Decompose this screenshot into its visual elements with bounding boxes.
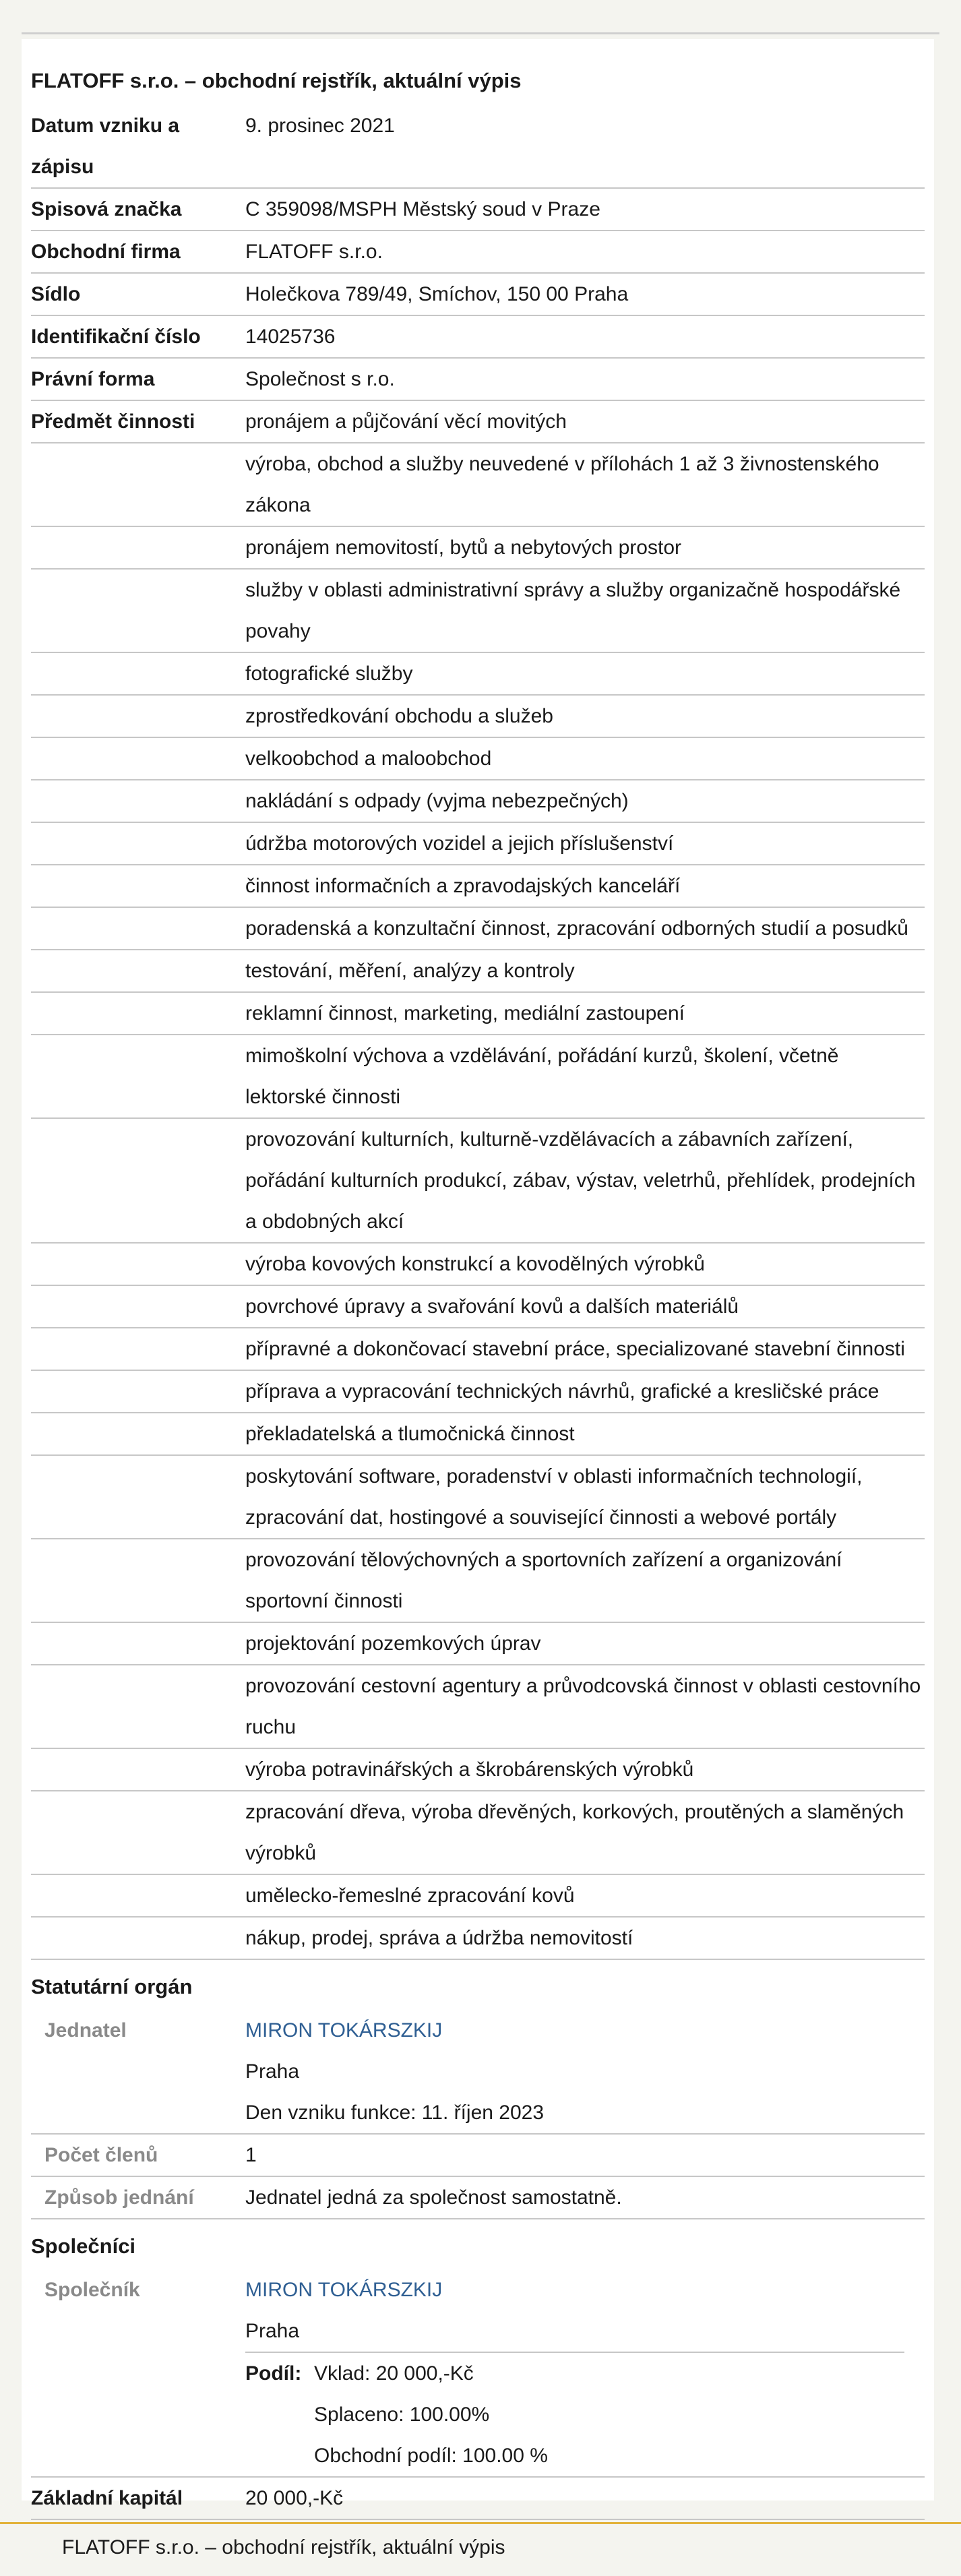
activity-row: [31, 569, 925, 652]
activity-label-cell: [31, 780, 245, 822]
value-obchodni-firma: FLATOFF s.r.o.: [245, 231, 925, 273]
activity-label-cell: [31, 1539, 245, 1622]
activity-item: povrchové úpravy a svařování kovů a dalších materiálů: [245, 1285, 925, 1328]
activity-row: [31, 1665, 925, 1748]
label-spisova-znacka: Spisová značka: [31, 188, 245, 231]
activity-item: příprava a vypracování technických návrhů, grafické a kresličské práce: [245, 1370, 925, 1413]
activity-row: [31, 1413, 925, 1455]
activity-item: překladatelská a tlumočnická činnost: [245, 1413, 925, 1455]
activity-row: [31, 780, 925, 822]
activity-item: poskytování software, poradenství v oblasti informačních technologií, zpracování dat, hostingové a související činnosti a webové portály: [245, 1455, 925, 1539]
value-spisova-znacka: C 359098/MSPH Městský soud v Praze: [245, 188, 925, 231]
activity-row: [31, 1748, 925, 1791]
activity-item: velkoobchod a maloobchod: [245, 737, 925, 780]
activity-item: přípravné a dokončovací stavební práce, specializované stavební činnosti: [245, 1328, 925, 1370]
activity-row: [31, 1118, 925, 1243]
label-datum-line-2: zápisu: [31, 156, 94, 178]
registry-extract-card: [22, 39, 934, 2509]
activity-label-cell: [31, 1413, 245, 1455]
activity-label-cell: [31, 1455, 245, 1539]
value-pravni-forma: Společnost s r.o.: [245, 358, 925, 400]
activity-row: [31, 1455, 925, 1539]
spolecnik-city: Praha: [245, 2320, 300, 2342]
activity-row: [31, 737, 925, 780]
activity-item: mimoškolní výchova a vzdělávání, pořádání kurzů, školení, včetně lektorské činnosti: [245, 1035, 925, 1118]
label-sidlo: Sídlo: [31, 273, 245, 315]
row-zakladni-kapital: [31, 2477, 925, 2519]
value-sidlo: Holečkova 789/49, Smíchov, 150 00 Praha: [245, 273, 925, 315]
podil-label: Podíl:: [245, 2362, 302, 2385]
activity-label-cell: [31, 992, 245, 1035]
activity-label-cell: [31, 652, 245, 695]
activity-label-cell: [31, 822, 245, 865]
jednatel-city: Praha: [245, 2060, 300, 2083]
label-zpusob-jednani: Způsob jednání: [31, 2176, 245, 2219]
activity-row: [31, 1035, 925, 1118]
activity-item: údržba motorových vozidel a jejich příslušenství: [245, 822, 925, 865]
activity-item: výroba, obchod a služby neuvedené v přílohách 1 až 3 živnostenského zákona: [245, 443, 925, 526]
activity-item: umělecko-řemeslné zpracování kovů: [245, 1874, 925, 1917]
top-divider: [22, 32, 939, 34]
activity-row: [31, 822, 925, 865]
section-spolecnici: [31, 2219, 925, 2269]
label-zakladni-kapital: Základní kapitál: [31, 2477, 245, 2519]
activity-item: reklamní činnost, marketing, mediální zastoupení: [245, 992, 925, 1035]
activity-item: provozování cestovní agentury a průvodcovská činnost v oblasti cestovního ruchu: [245, 1665, 925, 1748]
activity-label-cell: [31, 1243, 245, 1285]
value-spolecnik: [245, 2269, 925, 2477]
activity-row: [31, 1539, 925, 1622]
spolecnik-name-link[interactable]: MIRON TOKÁRSZKIJ: [245, 2279, 443, 2301]
activity-item: poradenská a konzultační činnost, zpracování odborných studií a posudků: [245, 907, 925, 950]
activity-label-cell: [31, 950, 245, 992]
label-datum-line-1: Datum vzniku a: [31, 115, 180, 137]
footer-divider: [0, 2522, 961, 2524]
activity-label-cell: [31, 1035, 245, 1118]
heading-statutarni-organ: Statutární orgán: [31, 1975, 193, 1998]
label-spolecnik: Společník: [31, 2269, 245, 2477]
activity-label-cell: [31, 1665, 245, 1748]
registry-content: [31, 66, 925, 2520]
page-title: FLATOFF s.r.o. – obchodní rejstřík, aktuální výpis: [31, 69, 522, 92]
activity-item: provozování kulturních, kulturně-vzdělávacích a zábavních zařízení, pořádání kulturních produkcí, zábav, výstav, veletrhů, přehlídek, prodejních a obdobných akcí: [245, 1118, 925, 1243]
activity-label-cell: [31, 695, 245, 737]
activity-label-cell: [31, 569, 245, 652]
value-identifikacni-cislo: 14025736: [245, 315, 925, 358]
registry-table: [31, 105, 925, 2520]
podil-vklad: Vklad: 20 000,-Kč: [314, 2362, 474, 2385]
activity-item: pronájem nemovitostí, bytů a nebytových prostor: [245, 526, 925, 569]
activity-item: projektování pozemkových úprav: [245, 1622, 925, 1665]
activity-label-cell: [31, 443, 245, 526]
footer-title: FLATOFF s.r.o. – obchodní rejstřík, aktuální výpis: [62, 2536, 505, 2558]
activity-label-cell: [31, 1622, 245, 1665]
activity-label-cell: [31, 1748, 245, 1791]
activity-label-cell: [31, 1791, 245, 1874]
activity-label-cell: [31, 1917, 245, 1959]
podil-splaceno: Splaceno: 100.00%: [314, 2403, 490, 2426]
jednatel-since: Den vzniku funkce: 11. říjen 2023: [245, 2102, 545, 2124]
activity-label-cell: [31, 1328, 245, 1370]
row-spolecnik: [31, 2269, 925, 2477]
row-pravni-forma: [31, 358, 925, 400]
activity-item: výroba potravinářských a škrobárenských výrobků: [245, 1748, 925, 1791]
activity-row: [31, 1917, 925, 1959]
activity-label-cell: [31, 1285, 245, 1328]
podil-items: [314, 2353, 548, 2476]
row-jednatel: [31, 2010, 925, 2134]
activity-row: [31, 1370, 925, 1413]
activity-label-cell: [31, 907, 245, 950]
activity-label-cell: [31, 865, 245, 907]
activity-label-cell: [31, 526, 245, 569]
row-spisova-znacka: [31, 188, 925, 231]
activity-row: [31, 992, 925, 1035]
activity-item: nákup, prodej, správa a údržba nemovitostí: [245, 1917, 925, 1959]
activity-item: testování, měření, analýzy a kontroly: [245, 950, 925, 992]
podil-obchodni: Obchodní podíl: 100.00 %: [314, 2445, 548, 2467]
activity-row: [31, 907, 925, 950]
label-datum-vzniku: [31, 105, 245, 188]
activity-item: provozování tělovýchovných a sportovních zařízení a organizování sportovní činnosti: [245, 1539, 925, 1622]
value-datum-vzniku: 9. prosinec 2021: [245, 105, 925, 188]
activity-row: [31, 1791, 925, 1874]
activity-item: nakládání s odpady (vyjma nebezpečných): [245, 780, 925, 822]
activity-label-cell: [31, 1874, 245, 1917]
podil-block: [245, 2352, 904, 2476]
activity-row: [31, 1622, 925, 1665]
label-obchodni-firma: Obchodní firma: [31, 231, 245, 273]
activities-list: [31, 400, 925, 1959]
row-pocet-clenu: [31, 2134, 925, 2176]
row-identifikacni-cislo: [31, 315, 925, 358]
activity-label-cell: [31, 737, 245, 780]
label-pravni-forma: Právní forma: [31, 358, 245, 400]
value-zpusob-jednani: Jednatel jedná za společnost samostatně.: [245, 2176, 925, 2219]
row-zpusob-jednani: [31, 2176, 925, 2219]
activity-row: [31, 1874, 925, 1917]
activity-item: výroba kovových konstrukcí a kovodělných výrobků: [245, 1243, 925, 1285]
row-sidlo: [31, 273, 925, 315]
value-jednatel: [245, 2010, 925, 2134]
section-statutarni-organ: [31, 1959, 925, 2010]
activity-item: pronájem a půjčování věcí movitých: [245, 400, 925, 443]
activity-item: služby v oblasti administrativní správy a služby organizačně hospodářské povahy: [245, 569, 925, 652]
activity-row: [31, 652, 925, 695]
row-obchodni-firma: [31, 231, 925, 273]
heading-spolecnici: Společníci: [31, 2234, 136, 2258]
activity-label-cell: [31, 1370, 245, 1413]
row-datum-vzniku: [31, 105, 925, 188]
activity-row: [31, 1285, 925, 1328]
activity-row: [31, 695, 925, 737]
value-zakladni-kapital: 20 000,-Kč: [245, 2477, 925, 2519]
jednatel-name-link[interactable]: MIRON TOKÁRSZKIJ: [245, 2019, 443, 2042]
activity-row: [31, 400, 925, 443]
activity-item: fotografické služby: [245, 652, 925, 695]
activity-row: [31, 950, 925, 992]
activity-label-cell: [31, 1118, 245, 1243]
activity-item: činnost informačních a zpravodajských kanceláří: [245, 865, 925, 907]
activity-row: [31, 443, 925, 526]
label-identifikacni-cislo: Identifikační číslo: [31, 315, 245, 358]
activity-row: [31, 865, 925, 907]
activity-row: [31, 526, 925, 569]
activity-row: [31, 1328, 925, 1370]
value-pocet-clenu: 1: [245, 2134, 925, 2176]
activity-item: zpracování dřeva, výroba dřevěných, korkových, proutěných a slaměných výrobků: [245, 1791, 925, 1874]
activity-row: [31, 1243, 925, 1285]
label-predmet-cinnosti: Předmět činnosti: [31, 400, 245, 443]
activity-item: zprostředkování obchodu a služeb: [245, 695, 925, 737]
label-jednatel: Jednatel: [44, 2019, 127, 2042]
label-pocet-clenu: Počet členů: [31, 2134, 245, 2176]
